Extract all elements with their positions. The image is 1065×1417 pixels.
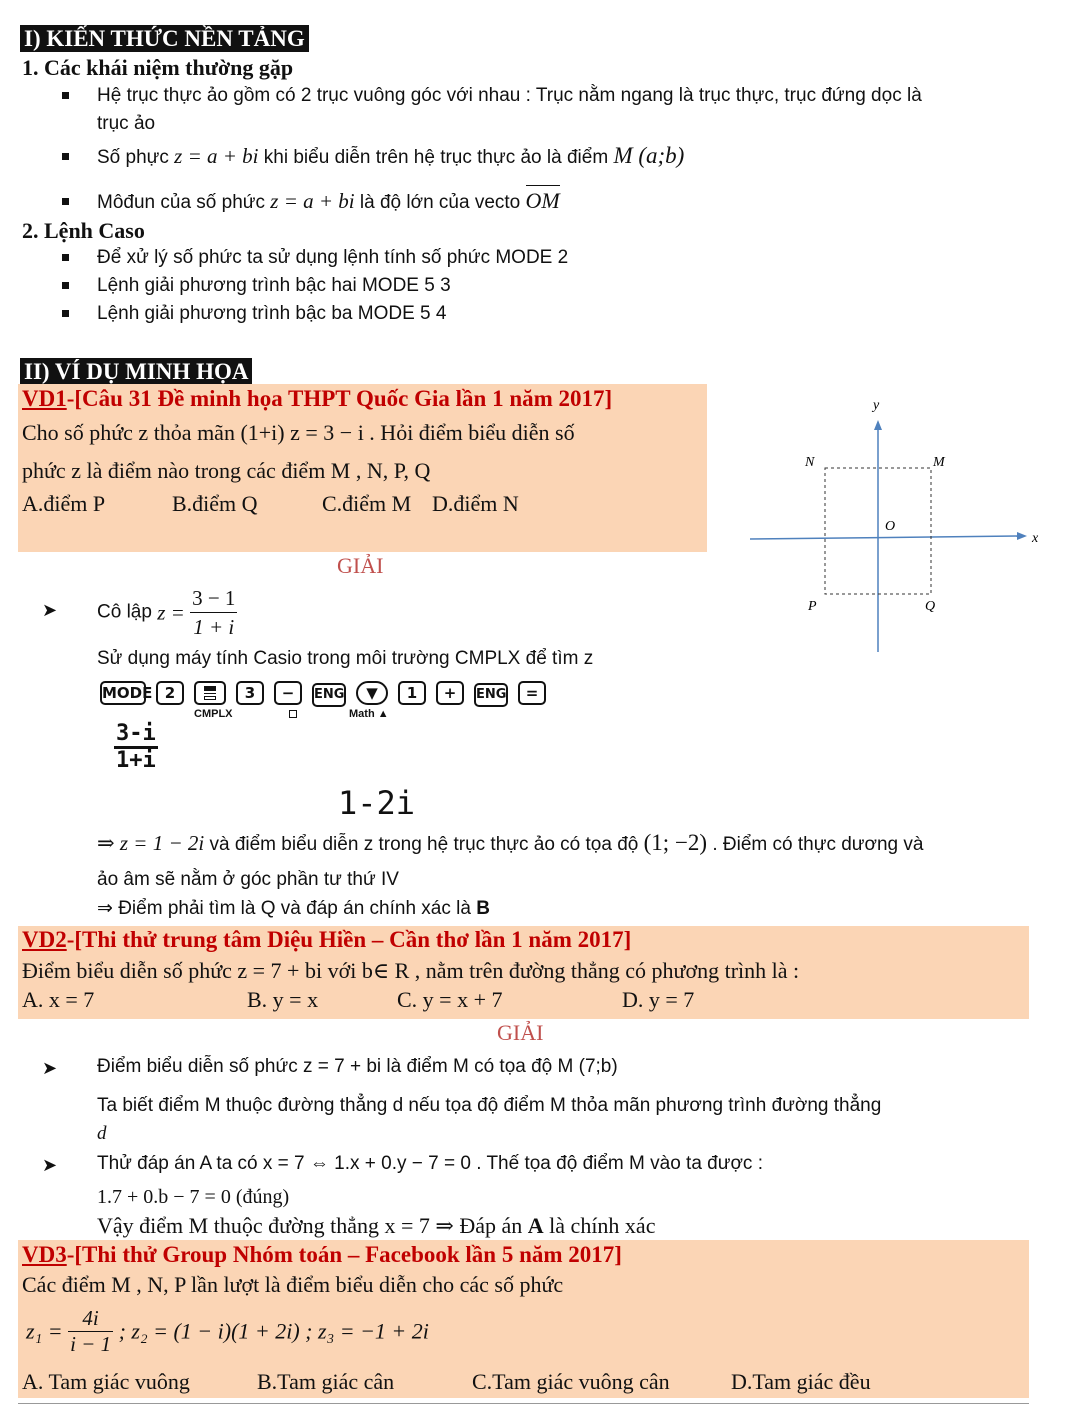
vd2-option-a: A. x = 7 [22, 987, 95, 1012]
vd3-option-d: D.Tam giác đều [731, 1369, 871, 1394]
key-label-i-icon [289, 710, 297, 718]
vd1-option-d: D.điểm N [432, 491, 519, 516]
vd2-step4: 1.7 + 0.b − 7 = 0 (đúng) [97, 1186, 290, 1208]
bottom-divider [18, 1403, 1029, 1404]
bullet-icon [62, 254, 69, 261]
vd1-title: VD1-[Câu 31 Đề minh họa THPT Quốc Gia lần 1 năm 2017] [22, 386, 613, 411]
key-equals[interactable]: = [518, 681, 546, 705]
key-label-cmplx: CMPLX [194, 708, 233, 720]
vd2-option-b: B. y = x [247, 987, 319, 1012]
vd1-option-a: A.điểm P [22, 491, 106, 516]
key-minus[interactable]: − [274, 681, 302, 705]
real-axis [750, 536, 1020, 539]
subheading-caso: 2. Lệnh Caso [22, 218, 145, 243]
bullet-mode2: Để xử lý số phức ta sử dụng lệnh tính số phức MODE 2 [97, 247, 569, 268]
lcd-result: 1-2i [338, 784, 416, 822]
label-x: x [1032, 531, 1039, 546]
vd2-step3: Thử đáp án A ta có x = 7 ⇔ 1.x + 0.y − 7 = 0 . Thế tọa độ điểm M vào ta được : [97, 1153, 763, 1174]
label-q: Q [925, 599, 936, 614]
complex-plane-graph [745, 390, 1045, 660]
x-arrow-icon [1017, 532, 1027, 540]
subheading-concepts: 1. Các khái niệm thường gặp [22, 55, 294, 80]
key-fraction[interactable] [194, 681, 226, 705]
bullet-icon [62, 198, 69, 205]
label-o: O [885, 519, 896, 534]
vd2-step1: Điểm biểu diễn số phức z = 7 + bi là điểm M có tọa độ M (7;b) [97, 1056, 618, 1077]
vd2-giai: GIẢI [497, 1020, 544, 1045]
vd2-step2: Ta biết điểm M thuộc đường thẳng d nếu tọa độ điểm M thỏa mãn phương trình đường thẳng d [97, 1095, 882, 1144]
key-2[interactable]: 2 [156, 681, 184, 705]
vd1-step-isolate: Cô lập z = $\frac{3 - 1}{1 + i}$ [97, 586, 236, 639]
bullet-icon [62, 153, 69, 160]
casio-key-sequence [100, 681, 552, 707]
key-mode[interactable]: MODE [100, 681, 146, 705]
key-eng-2[interactable]: ENG [474, 683, 508, 707]
bullet-icon [62, 282, 69, 289]
key-3[interactable]: 3 [236, 681, 264, 705]
vd3-option-b: B.Tam giác cân [257, 1369, 395, 1394]
lcd-fraction: 3-i 1+i [116, 721, 156, 773]
vd1-question-line2: phức z là điểm nào trong các điểm M , N, P, Q [22, 458, 431, 483]
vd1-option-b: B.điểm Q [172, 491, 258, 516]
section-1-title: I) KIẾN THỨC NỀN TẢNG [20, 25, 309, 52]
vd3-formulas: z₁ = $\frac{4i}{i - 1}$ ; z₂ = (1 − i)(1 + 2i) ; z₃ = −1 + 2i [26, 1306, 429, 1356]
key-label-math: Math ▲ [349, 708, 389, 720]
vd1-result-line3: ⇒ Điểm phải tìm là Q và đáp án chính xác là B [97, 898, 490, 919]
arrow-bullet-icon: ➤ [42, 1058, 58, 1078]
label-n: N [805, 455, 815, 470]
label-y: y [873, 398, 880, 413]
bullet-icon [62, 310, 69, 317]
vd1-step-casio: Sử dụng máy tính Casio trong môi trường CMPLX để tìm z [97, 648, 594, 669]
key-eng[interactable]: ENG [312, 683, 346, 707]
vd1-question-line1: Cho số phức z thỏa mãn (1+i) z = 3 − i . Hỏi điểm biểu diễn số [22, 420, 575, 445]
vd2-title: VD2-[Thi thử trung tâm Diệu Hiền – Cần thơ lần 1 năm 2017] [22, 927, 632, 952]
key-plus[interactable]: + [436, 681, 464, 705]
vd3-question: Các điểm M , N, P lần lượt là điểm biểu diễn cho các số phức [22, 1272, 564, 1297]
label-p: P [808, 599, 817, 614]
vd1-giai: GIẢI [337, 553, 384, 578]
vd3-option-c: C.Tam giác vuông cân [472, 1369, 670, 1394]
bullet-icon [62, 92, 69, 99]
bullet-axis-text: Hệ trục thực ảo gồm có 2 trục vuông góc với nhau : Trục nằm ngang là trục thực, trục đứng dọc là trục ảo [97, 85, 922, 134]
vd1-result-line2: ảo âm sẽ nằm ở góc phần tư thứ IV [97, 869, 399, 890]
label-m: M [933, 455, 945, 470]
vd2-conclusion: Vậy điểm M thuộc đường thẳng x = 7 ⇒ Đáp án A là chính xác [97, 1213, 656, 1238]
bullet-mode53: Lệnh giải phương trình bậc hai MODE 5 3 [97, 275, 451, 296]
key-down-arrow[interactable]: ▼ [356, 681, 388, 705]
vd1-result-line1: ⇒ z = 1 − 2i và điểm biểu diễn z trong hệ trục thực ảo có tọa độ (1; −2) . Điểm có thực dương và [97, 830, 924, 855]
vd1-option-c: C.điểm M [322, 491, 412, 516]
key-1[interactable]: 1 [398, 681, 426, 705]
vd2-option-c: C. y = x + 7 [397, 987, 503, 1012]
section-2-title: II) VÍ DỤ MINH HỌA [20, 358, 252, 385]
bullet-mode54: Lệnh giải phương trình bậc ba MODE 5 4 [97, 303, 447, 324]
bullet-modulus: Môđun của số phức z = a + bi là độ lớn của vecto OM [97, 187, 560, 217]
vd3-option-a: A. Tam giác vuông [22, 1369, 190, 1394]
y-arrow-icon [874, 420, 882, 430]
arrow-bullet-icon: ➤ [42, 600, 58, 620]
vd2-option-d: D. y = 7 [622, 987, 695, 1012]
bullet-complex-point: Số phực z = a + bi khi biểu diễn trên hệ trục thực ảo là điểm M (a;b) [97, 143, 685, 168]
vd2-question: Điểm biểu diễn số phức z = 7 + bi với b∈ R , nằm trên đường thẳng có phương trình là : [22, 958, 800, 983]
vd3-title: VD3-[Thi thử Group Nhóm toán – Facebook lần 5 năm 2017] [22, 1242, 622, 1267]
arrow-bullet-icon: ➤ [42, 1155, 58, 1175]
